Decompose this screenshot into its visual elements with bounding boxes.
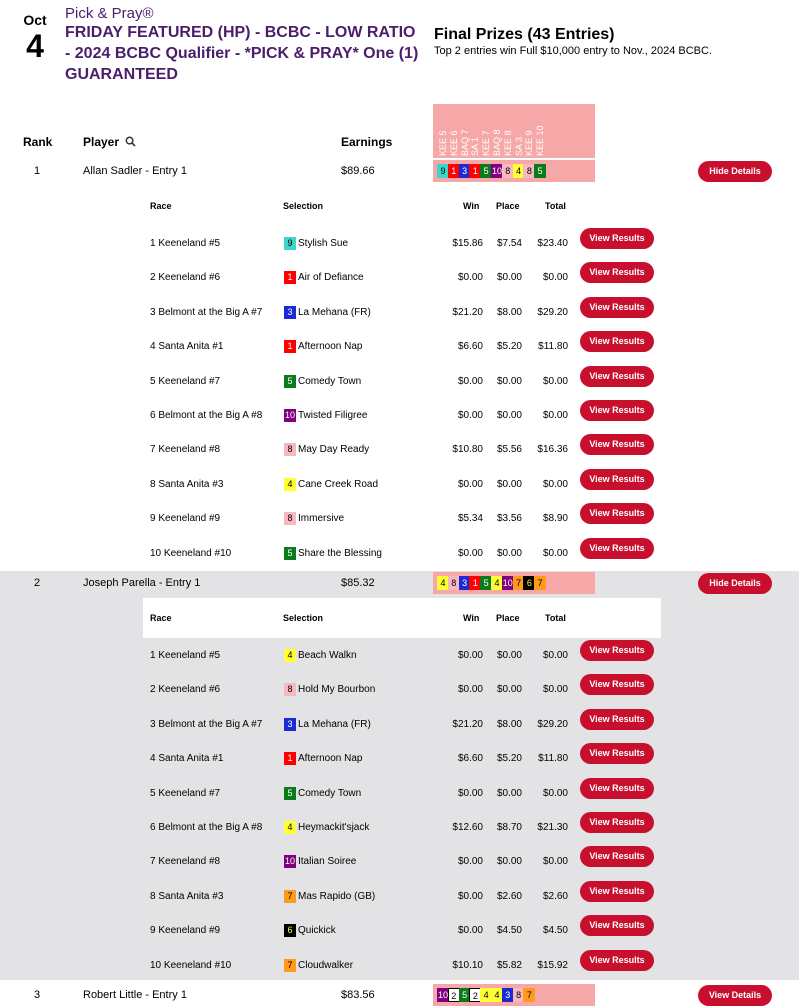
selection (284, 512, 344, 525)
entry-player[interactable]: Joseph Parella - Entry 1 (83, 577, 201, 589)
race-column-1 (449, 106, 459, 156)
entry-rank: 1 (34, 165, 41, 177)
saddle-cloth: 1 (284, 752, 296, 765)
race-name: 7 Keeneland #8 (150, 444, 221, 456)
race-name: 8 Santa Anita #3 (150, 890, 224, 902)
place-payout: $2.60 (496, 890, 522, 902)
place-payout: $0.00 (496, 547, 522, 559)
saddle-cloth: 10 (284, 856, 295, 867)
total-payout: $0.00 (542, 684, 568, 696)
tournament-brand: Pick & Pray® (65, 5, 154, 22)
race-column-label: KEE 7 (481, 130, 492, 156)
selection (284, 340, 363, 353)
saddle-cloth: 8 (448, 576, 460, 590)
win-payout: $0.00 (457, 684, 483, 696)
total-payout: $0.00 (542, 375, 568, 387)
horse-name: Immersive (298, 513, 345, 525)
race-name: 4 Santa Anita #1 (150, 753, 224, 765)
place-payout: $0.00 (496, 856, 522, 868)
race-column-3 (470, 106, 480, 156)
entry-earnings: $83.56 (341, 989, 375, 1001)
place-payout: $0.00 (496, 478, 522, 490)
view-results-button[interactable]: View Results (580, 812, 654, 833)
tournament-name: FRIDAY FEATURED (HP) - BCBC - LOW RATIO - 2024 BCBC Qualifier - *PICK & PRAY* One (1) GUARANTEED (65, 24, 419, 83)
place-payout: $0.00 (496, 375, 522, 387)
prizes-subtitle: Top 2 entries win Full $10,000 entry to Nov., 2024 BCBC. (434, 45, 712, 57)
place-payout: $0.00 (496, 272, 522, 284)
saddle-cloth: 10 (437, 990, 448, 1000)
saddle-cloth: 5 (534, 164, 546, 178)
race-column-7 (514, 106, 524, 156)
selection (284, 890, 375, 903)
race-row (143, 741, 661, 775)
total-payout: $29.20 (537, 718, 568, 730)
selection (284, 237, 348, 250)
saddle-cloth: 7 (534, 576, 546, 590)
horse-name: Mas Rapido (GB) (298, 890, 376, 902)
view-results-button[interactable]: View Results (580, 297, 654, 318)
race-row (143, 879, 661, 913)
saddle-cloth: 1 (469, 576, 481, 590)
details-header-selection: Selection (283, 613, 324, 623)
view-results-button[interactable]: View Results (580, 881, 654, 902)
date-month: Oct (23, 12, 47, 28)
saddle-cloth: 8 (523, 164, 535, 178)
race-name: 8 Santa Anita #3 (150, 478, 224, 490)
hide-details-button[interactable]: Hide Details (698, 573, 772, 594)
race-row (143, 260, 661, 294)
entry-earnings: $89.66 (341, 165, 375, 177)
saddle-cloth: 10 (491, 166, 502, 176)
total-payout: $11.80 (538, 753, 568, 765)
place-payout: $0.00 (496, 650, 522, 661)
saddle-cloth: 8 (284, 683, 296, 696)
view-results-button[interactable]: View Results (580, 743, 654, 764)
player-header (83, 135, 136, 149)
win-payout: $5.34 (457, 513, 483, 525)
win-payout: $6.60 (457, 753, 483, 765)
selection (284, 375, 361, 388)
place-payout: $0.00 (496, 787, 522, 799)
horse-name: Share the Blessing (298, 547, 382, 559)
race-row (143, 810, 661, 844)
win-payout: $0.00 (457, 650, 483, 661)
saddle-cloth: 4 (284, 649, 296, 662)
selection (284, 821, 369, 834)
total-payout: $8.90 (542, 513, 568, 525)
horse-name: Afternoon Nap (298, 753, 363, 765)
hide-details-button[interactable]: Hide Details (698, 161, 772, 182)
view-results-button[interactable]: View Results (580, 503, 654, 524)
horse-name: Twisted Filigree (298, 410, 368, 421)
race-column-6 (503, 106, 513, 156)
race-row (143, 501, 661, 535)
saddle-cloth: 4 (284, 478, 296, 491)
details-header (143, 598, 661, 638)
saddle-cloth: 8 (284, 512, 296, 525)
race-row (143, 536, 661, 570)
saddle-cloth: 3 (459, 576, 471, 590)
saddle-cloth: 4 (513, 164, 525, 178)
win-payout: $21.20 (452, 718, 483, 730)
race-name: 6 Belmont at the Big A #8 (150, 410, 263, 421)
race-row (143, 226, 661, 260)
saddle-cloth: 5 (284, 787, 296, 800)
selection (284, 271, 364, 284)
race-row (143, 948, 661, 982)
total-payout: $0.00 (542, 856, 568, 868)
date-day: 4 (26, 28, 44, 64)
total-payout: $15.92 (537, 959, 568, 971)
horse-name: Comedy Town (298, 375, 362, 387)
race-columns-header (433, 104, 595, 158)
saddle-cloth: 3 (284, 306, 296, 319)
saddle-cloth: 3 (284, 718, 296, 731)
horse-name: Comedy Town (298, 787, 362, 799)
saddle-cloth: 8 (502, 164, 514, 178)
saddle-cloth: 6 (284, 924, 296, 937)
tournament-title (65, 5, 420, 85)
view-details-button[interactable]: View Details (698, 985, 772, 1006)
player-header-label: Player (83, 135, 120, 149)
race-row (143, 364, 661, 398)
race-row (143, 295, 661, 329)
race-name: 2 Keeneland #6 (150, 272, 221, 284)
race-column-4 (481, 106, 491, 156)
race-row (143, 672, 661, 706)
race-column-label: SA 1 (470, 136, 481, 156)
race-name: 4 Santa Anita #1 (150, 341, 224, 353)
saddle-cloth: 5 (284, 375, 296, 388)
horse-name: Air of Defiance (298, 272, 364, 284)
entry-player[interactable]: Robert Little - Entry 1 (83, 989, 187, 1001)
view-results-button[interactable]: View Results (580, 434, 654, 455)
place-payout: $5.82 (496, 959, 522, 971)
saddle-cloth: 1 (284, 340, 296, 353)
total-payout: $0.00 (542, 787, 568, 799)
race-column-label: KEE 5 (438, 130, 448, 156)
place-payout: $5.20 (496, 341, 522, 353)
horse-name: La Mehana (FR) (298, 306, 371, 318)
saddle-cloth: 9 (437, 164, 449, 178)
details-header-race: Race (150, 201, 172, 211)
details-header-selection: Selection (283, 201, 324, 211)
total-payout: $16.36 (537, 444, 568, 456)
saddle-cloth: 1 (448, 164, 460, 178)
horse-name: Afternoon Nap (298, 341, 363, 353)
win-payout: $0.00 (457, 890, 483, 902)
place-payout: $3.56 (496, 513, 522, 525)
race-column-label: KEE 8 (502, 130, 513, 156)
entry-earnings: $85.32 (341, 577, 375, 589)
entry-rank: 2 (34, 577, 41, 589)
selection (284, 959, 353, 972)
view-results-button[interactable]: View Results (580, 400, 654, 421)
selection (284, 718, 371, 731)
saddle-cloth: 6 (523, 576, 535, 590)
final-prizes (434, 26, 712, 57)
saddle-cloth: 4 (480, 988, 492, 1002)
race-name: 3 Belmont at the Big A #7 (150, 718, 263, 730)
total-payout: $29.20 (537, 306, 568, 318)
win-payout: $0.00 (457, 410, 483, 421)
view-results-button[interactable]: View Results (580, 228, 654, 249)
race-column-5 (492, 106, 502, 156)
total-payout: $11.80 (538, 341, 568, 353)
place-payout: $0.00 (496, 410, 522, 421)
horse-name: La Mehana (FR) (298, 718, 371, 730)
race-name: 9 Keeneland #9 (150, 513, 221, 525)
race-column-8 (524, 106, 534, 156)
race-column-0 (438, 106, 448, 156)
view-results-button[interactable]: View Results (580, 846, 654, 867)
total-payout: $21.30 (537, 822, 568, 833)
race-row (143, 467, 661, 501)
view-results-button[interactable]: View Results (580, 538, 654, 559)
race-row (143, 638, 661, 672)
total-payout: $2.60 (542, 890, 568, 902)
total-payout: $0.00 (542, 547, 568, 559)
selection (284, 787, 361, 800)
saddle-cloth: 7 (523, 988, 535, 1002)
saddle-cloth: 5 (459, 988, 471, 1002)
race-name: 5 Keeneland #7 (150, 375, 221, 387)
view-results-button[interactable]: View Results (580, 331, 654, 352)
place-payout: $7.54 (496, 238, 522, 249)
entry-player[interactable]: Allan Sadler - Entry 1 (83, 165, 187, 177)
race-row (143, 398, 661, 432)
selection (284, 649, 357, 662)
selection (284, 924, 336, 937)
place-payout: $8.00 (496, 718, 522, 730)
saddle-cloth: 5 (480, 164, 492, 178)
win-payout: $10.10 (452, 959, 483, 971)
total-payout: $0.00 (542, 410, 568, 421)
entry-row (0, 160, 799, 182)
saddle-cloth: 10 (502, 578, 513, 588)
race-column-2 (460, 106, 470, 156)
race-name: 1 Keeneland #5 (150, 238, 221, 249)
horse-name: Hold My Bourbon (298, 684, 376, 696)
saddle-cloth: 2 (469, 988, 481, 1002)
saddle-cloth: 4 (437, 576, 449, 590)
saddle-cloth: 5 (480, 576, 492, 590)
selection (284, 478, 378, 491)
win-payout: $0.00 (457, 787, 483, 799)
saddle-cloth: 9 (284, 237, 296, 250)
selection (284, 443, 369, 456)
saddle-cloth: 4 (284, 821, 296, 834)
place-payout: $5.56 (496, 444, 522, 456)
win-payout: $0.00 (457, 272, 483, 284)
selection (284, 306, 371, 319)
place-payout: $8.70 (496, 822, 522, 833)
saddle-cloth: 8 (284, 443, 296, 456)
total-payout: $0.00 (542, 478, 568, 490)
race-column-label: SA 3 (513, 136, 524, 156)
race-name: 10 Keeneland #10 (150, 547, 232, 559)
race-column-9 (535, 106, 545, 156)
race-column-label: KEE 9 (524, 130, 535, 156)
total-payout: $23.40 (537, 238, 568, 249)
selection (284, 547, 382, 560)
saddle-cloth: 10 (284, 410, 295, 420)
race-row (143, 913, 661, 947)
details-header-win: Win (463, 613, 480, 623)
entry-rank: 3 (34, 989, 41, 1001)
details-header (143, 186, 661, 226)
search-icon[interactable] (125, 136, 136, 147)
win-payout: $12.60 (452, 822, 483, 833)
race-row (143, 329, 661, 363)
race-name: 5 Keeneland #7 (150, 787, 221, 799)
saddle-cloth: 3 (502, 988, 514, 1002)
view-results-button[interactable]: View Results (580, 709, 654, 730)
saddle-cloth: 1 (284, 271, 296, 284)
selection (284, 683, 375, 696)
pick-strip (433, 160, 595, 182)
place-payout: $4.50 (496, 925, 522, 937)
race-column-label: KEE 10 (535, 125, 546, 156)
win-payout: $6.60 (457, 341, 483, 353)
selection (284, 855, 356, 868)
saddle-cloth: 2 (448, 988, 460, 1002)
view-results-button[interactable]: View Results (580, 640, 654, 661)
race-name: 1 Keeneland #5 (150, 650, 221, 661)
earnings-header: Earnings (341, 135, 393, 149)
details-header-race: Race (150, 613, 172, 623)
race-row (143, 432, 661, 466)
details-header-total: Total (545, 201, 566, 211)
details-header-place: Place (496, 201, 520, 211)
place-payout: $8.00 (496, 306, 522, 318)
race-row (143, 707, 661, 741)
horse-name: Cloudwalker (298, 959, 354, 971)
saddle-cloth: 4 (491, 988, 503, 1002)
details-header-win: Win (463, 201, 480, 211)
saddle-cloth: 1 (469, 164, 481, 178)
win-payout: $0.00 (457, 856, 483, 868)
win-payout: $0.00 (457, 547, 483, 559)
race-name: 7 Keeneland #8 (150, 856, 221, 868)
view-results-button[interactable]: View Results (580, 674, 654, 695)
horse-name: Italian Soiree (298, 856, 357, 868)
entry-row (0, 572, 799, 594)
horse-name: Quickick (298, 925, 336, 937)
view-results-button[interactable]: View Results (580, 366, 654, 387)
horse-name: Stylish Sue (298, 238, 349, 249)
race-column-label: KEE 6 (448, 130, 459, 156)
saddle-cloth: 3 (459, 164, 471, 178)
place-payout: $0.00 (496, 684, 522, 696)
win-payout: $0.00 (457, 925, 483, 937)
view-results-button[interactable]: View Results (580, 469, 654, 490)
rank-header: Rank (23, 135, 53, 149)
horse-name: Cane Creek Road (298, 478, 379, 490)
win-payout: $21.20 (452, 306, 483, 318)
race-name: 9 Keeneland #9 (150, 925, 221, 937)
selection (284, 409, 367, 422)
prizes-title: Final Prizes (43 Entries) (434, 26, 615, 43)
race-column-label: BAQ 8 (492, 129, 502, 156)
event-date (20, 12, 50, 62)
saddle-cloth: 7 (284, 959, 296, 972)
place-payout: $5.20 (496, 753, 522, 765)
pick-strip (433, 572, 595, 594)
win-payout: $0.00 (457, 478, 483, 490)
race-name: 6 Belmont at the Big A #8 (150, 822, 263, 833)
win-payout: $15.86 (452, 238, 483, 249)
saddle-cloth: 8 (513, 988, 525, 1002)
horse-name: May Day Ready (298, 444, 370, 456)
win-payout: $10.80 (452, 444, 483, 456)
view-results-button[interactable]: View Results (580, 778, 654, 799)
total-payout: $0.00 (542, 650, 568, 661)
horse-name: Beach Walkn (298, 650, 357, 661)
details-header-total: Total (545, 613, 566, 623)
selection (284, 752, 363, 765)
race-row (143, 844, 661, 878)
horse-name: Heymackit'sjack (298, 822, 370, 833)
view-results-button[interactable]: View Results (580, 950, 654, 971)
win-payout: $0.00 (457, 375, 483, 387)
race-column-label: BAQ 7 (459, 129, 470, 156)
saddle-cloth: 5 (284, 547, 296, 560)
total-payout: $0.00 (542, 272, 568, 284)
saddle-cloth: 4 (491, 576, 503, 590)
entry-row (0, 984, 799, 1006)
total-payout: $4.50 (542, 925, 568, 937)
race-row (143, 776, 661, 810)
details-header-place: Place (496, 613, 520, 623)
saddle-cloth: 7 (513, 576, 525, 590)
race-name: 2 Keeneland #6 (150, 684, 221, 696)
view-results-button[interactable]: View Results (580, 915, 654, 936)
race-name: 10 Keeneland #10 (150, 959, 232, 971)
saddle-cloth: 7 (284, 890, 296, 903)
pick-strip (433, 984, 595, 1006)
view-results-button[interactable]: View Results (580, 262, 654, 283)
race-name: 3 Belmont at the Big A #7 (150, 306, 263, 318)
